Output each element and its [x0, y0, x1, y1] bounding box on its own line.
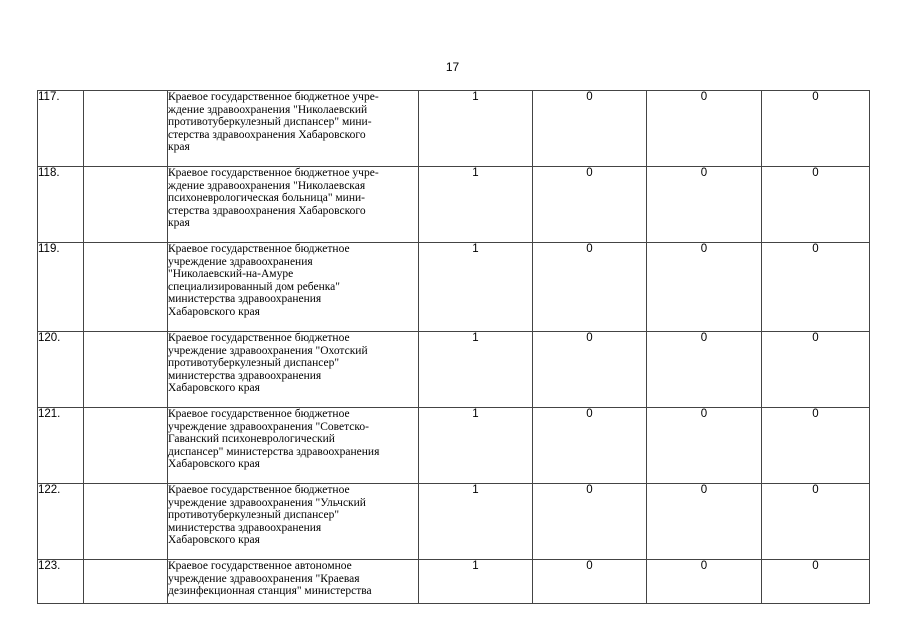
institutions-table — [37, 90, 870, 604]
row-number-cell: 120. — [38, 332, 84, 408]
institution-name-line: Хабаровского края — [168, 382, 260, 395]
value-cell-1: 1 — [419, 91, 533, 167]
institution-name-line: стерства здравоохранения Хабаровского — [168, 128, 366, 141]
institution-name-line: противотуберкулезный диспансер" мини- — [168, 116, 372, 129]
institution-name-line: учреждение здравоохранения "Советско- — [168, 420, 369, 433]
institution-name-line: края — [168, 141, 190, 154]
institution-name-cell — [168, 484, 419, 560]
institution-name-line: министерства здравоохранения — [168, 521, 322, 534]
value-cell-1: 1 — [419, 560, 533, 604]
table-row — [38, 91, 870, 167]
value-cell-2: 0 — [533, 91, 647, 167]
value-cell-2: 0 — [533, 408, 647, 484]
institution-name-line: стерства здравоохранения Хабаровского — [168, 204, 366, 217]
value-cell-4: 0 — [762, 167, 870, 243]
institution-name-line: Краевое государственное бюджетное — [168, 484, 350, 496]
value-cell-2: 0 — [533, 484, 647, 560]
table-body — [38, 91, 870, 604]
value-cell-4: 0 — [762, 408, 870, 484]
institution-name-line: Краевое государственное бюджетное — [168, 243, 350, 255]
table-row — [38, 243, 870, 332]
row-number-cell: 119. — [38, 243, 84, 332]
institution-name-cell — [168, 332, 419, 408]
institution-name-line: ждение здравоохранения "Николаевская — [168, 179, 366, 192]
row-number-cell: 122. — [38, 484, 84, 560]
value-cell-4: 0 — [762, 484, 870, 560]
value-cell-3: 0 — [647, 560, 762, 604]
value-cell-3: 0 — [647, 332, 762, 408]
value-cell-2: 0 — [533, 332, 647, 408]
value-cell-1: 1 — [419, 484, 533, 560]
institution-name-line: министерства здравоохранения — [168, 369, 322, 382]
value-cell-4: 0 — [762, 560, 870, 604]
value-cell-4: 0 — [762, 243, 870, 332]
institution-name-line: края — [168, 217, 190, 230]
institution-name-cell — [168, 91, 419, 167]
value-cell-1: 1 — [419, 332, 533, 408]
value-cell-1: 1 — [419, 243, 533, 332]
empty-cell — [84, 332, 168, 408]
institution-name-line: ждение здравоохранения "Николаевский — [168, 103, 368, 116]
value-cell-1: 1 — [419, 408, 533, 484]
institution-name-line: учреждение здравоохранения "Охотский — [168, 344, 368, 357]
institution-name-line: Краевое государственное автономное — [168, 560, 352, 572]
table-row — [38, 332, 870, 408]
value-cell-2: 0 — [533, 167, 647, 243]
empty-cell — [84, 167, 168, 243]
institution-name-line: "Николаевский-на-Амуре — [168, 268, 294, 281]
value-cell-4: 0 — [762, 332, 870, 408]
institution-name-line: учреждение здравоохранения — [168, 255, 313, 268]
empty-cell — [84, 560, 168, 604]
value-cell-3: 0 — [647, 408, 762, 484]
institution-name-line: учреждение здравоохранения "Ульчский — [168, 496, 366, 509]
institution-name-line: Краевое государственное бюджетное учре- — [168, 167, 379, 179]
value-cell-3: 0 — [647, 167, 762, 243]
table-row — [38, 560, 870, 604]
institution-name-line: Краевое государственное бюджетное учре- — [168, 91, 379, 103]
empty-cell — [84, 408, 168, 484]
value-cell-4: 0 — [762, 91, 870, 167]
institution-name-line: Хабаровского края — [168, 305, 260, 318]
institution-name-line: министерства здравоохранения — [168, 293, 322, 306]
institution-name-line: дезинфекционная станция" министерства — [168, 585, 372, 598]
institution-name-line: Хабаровского края — [168, 458, 260, 471]
institution-name-line: психоневрологическая больница" мини- — [168, 192, 365, 205]
institution-name-cell — [168, 243, 419, 332]
institution-name-cell — [168, 167, 419, 243]
value-cell-3: 0 — [647, 243, 762, 332]
institution-name-line: Хабаровского края — [168, 534, 260, 547]
value-cell-2: 0 — [533, 560, 647, 604]
empty-cell — [84, 484, 168, 560]
empty-cell — [84, 91, 168, 167]
institution-name-line: специализированный дом ребенка" — [168, 280, 340, 293]
empty-cell — [84, 243, 168, 332]
value-cell-3: 0 — [647, 484, 762, 560]
row-number-cell: 117. — [38, 91, 84, 167]
institution-name-line: учреждение здравоохранения "Краевая — [168, 572, 360, 585]
table-row — [38, 408, 870, 484]
value-cell-3: 0 — [647, 91, 762, 167]
row-number-cell: 118. — [38, 167, 84, 243]
institution-name-cell — [168, 560, 419, 604]
value-cell-1: 1 — [419, 167, 533, 243]
page-number: 17 — [445, 60, 460, 74]
row-number-cell: 121. — [38, 408, 84, 484]
row-number-cell: 123. — [38, 560, 84, 604]
value-cell-2: 0 — [533, 243, 647, 332]
institution-name-cell — [168, 408, 419, 484]
table-row — [38, 484, 870, 560]
table-row — [38, 167, 870, 243]
institution-name-line: Краевое государственное бюджетное — [168, 408, 350, 420]
institution-name-line: диспансер" министерства здравоохранения — [168, 445, 380, 458]
institution-name-line: Гаванский психоневрологический — [168, 433, 335, 446]
institution-name-line: противотуберкулезный диспансер" — [168, 509, 340, 522]
institution-name-line: противотуберкулезный диспансер" — [168, 357, 340, 370]
institution-name-line: Краевое государственное бюджетное — [168, 332, 350, 344]
